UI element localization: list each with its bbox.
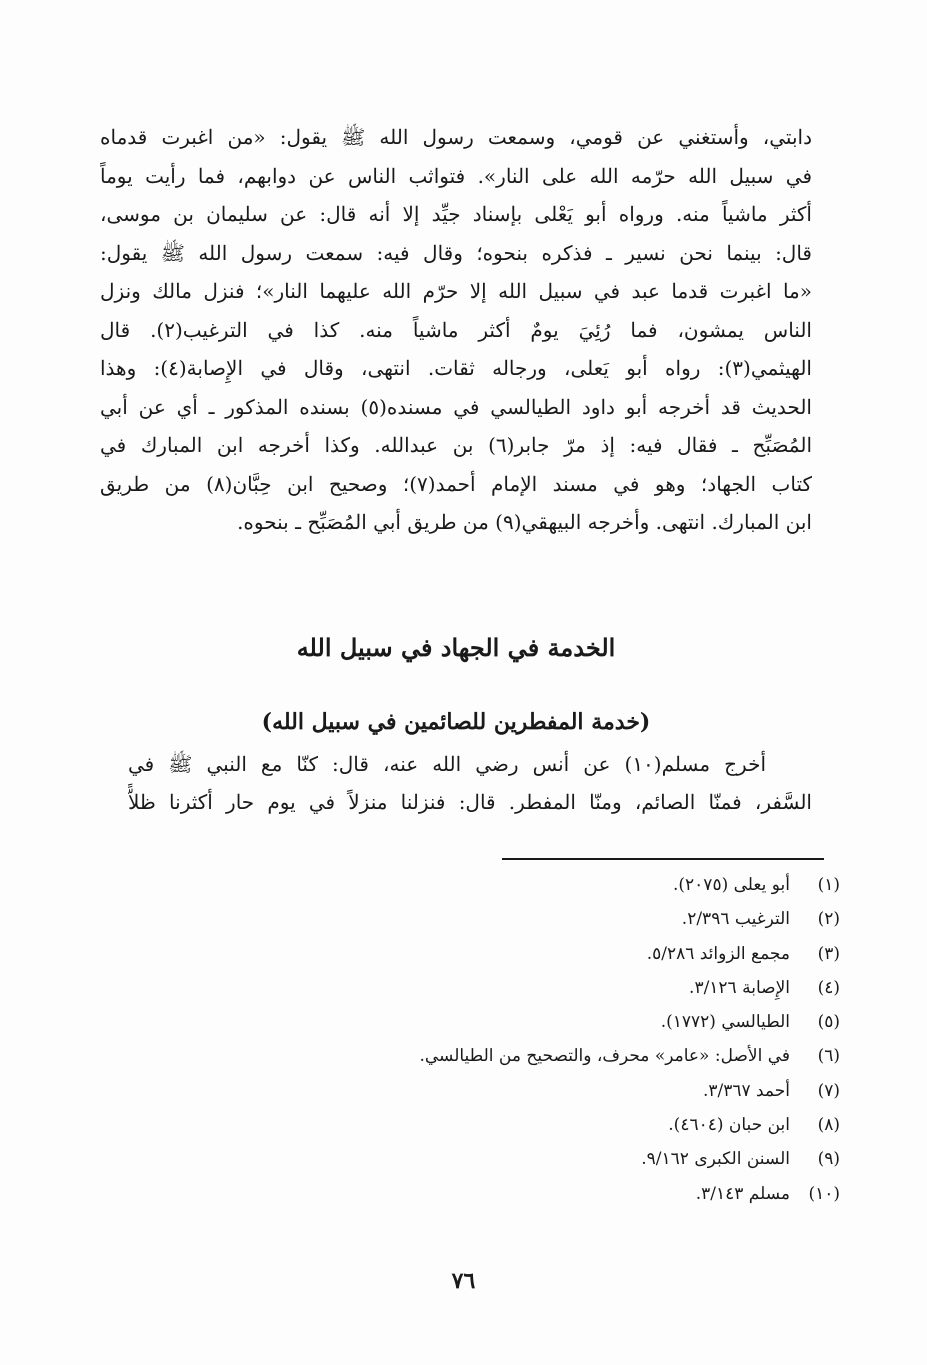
body-line: في سبيل الله حرّمه الله على النار». فتواثب الناس عن دوابهم، فما رأيت يوماً xyxy=(100,163,812,188)
footnote-number: (٣) xyxy=(817,943,840,964)
footnote-number: (٧) xyxy=(817,1080,840,1101)
footnote-number: (١٠) xyxy=(808,1183,840,1204)
footnote-number: (٨) xyxy=(817,1115,840,1136)
footnote-text: أبو يعلى (٢٠٧٥). xyxy=(673,875,790,895)
body-line: الحديث قد أخرجه أبو داود الطيالسي في مسنده(٥) بسنده المذكور ـ أي عن أبي xyxy=(100,394,812,419)
footnote-item xyxy=(300,1074,840,1108)
footnote-number: (٩) xyxy=(817,1149,840,1170)
footnotes-list xyxy=(300,868,840,1211)
body-line: «ما اغبرت قدما عبد في سبيل الله إلا حرّم الله عليهما النار»؛ فنزل مالك ونزل xyxy=(100,279,812,303)
body-line: الهيثمي(٣): رواه أبو يَعلى، ورجاله ثقات. انتهى، وقال في الإِصابة(٤): وهذا xyxy=(100,356,812,380)
body-line: المُصَبِّح ـ فقال فيه: إذ مرّ جابر(٦) بن عبدالله. وكذا أخرجه ابن المبارك في xyxy=(100,433,812,457)
footnote-text: ابن حبان (٤٦٠٤). xyxy=(668,1115,790,1136)
footnote-item xyxy=(300,1177,840,1211)
body-paragraph xyxy=(100,118,812,542)
footnote-item xyxy=(300,1142,840,1176)
footnote-text: الإِصابة ٣/١٢٦. xyxy=(689,977,790,998)
footnote-text: مجمع الزوائد ٥/٢٨٦. xyxy=(646,943,790,964)
body-line: كتاب الجهاد؛ وهو في مسند الإمام أحمد(٧)؛ وصحيح ابن حِبَّان(٨) من طريق xyxy=(100,471,812,496)
footnote-text: مسلم ٣/١٤٣. xyxy=(695,1183,790,1204)
footnote-number: (١) xyxy=(817,875,840,895)
footnote-number: (٦) xyxy=(817,1046,840,1067)
paragraph-line: أخرج مسلم(١٠) عن أنس رضي الله عنه، قال: كنّا مع النبي ﷺ في xyxy=(128,752,767,776)
body-line: الناس يمشون، فما رُئِيَ يومٌ أكثر ماشياً منه. كذا في الترغيب(٢). قال xyxy=(100,317,812,342)
footnote-item xyxy=(300,937,840,971)
footnote-text: السنن الكبرى ٩/١٦٢. xyxy=(641,1149,790,1170)
footnote-item xyxy=(300,1005,840,1039)
page-number: ٧٦ xyxy=(451,1268,476,1294)
footnote-number: (٤) xyxy=(817,977,840,998)
footnote-text: الترغيب ٢/٣٩٦. xyxy=(681,909,790,930)
section-heading: الخدمة في الجهاد في سبيل الله xyxy=(296,633,616,662)
footnote-item xyxy=(300,868,840,902)
footnote-item xyxy=(300,1108,840,1142)
body-line: ابن المبارك. انتهى. وأخرجه البيهقي(٩) من طريق أبي المُصَبِّح ـ بنحوه. xyxy=(237,510,812,534)
footnote-text: أحمد ٣/٣٦٧. xyxy=(702,1080,790,1101)
footnote-text: في الأصل: «عامر» محرف، والتصحيح من الطيالسي. xyxy=(419,1046,790,1067)
footnote-divider xyxy=(502,858,824,860)
body-line: دابتي، وأستغني عن قومي، وسمعت رسول الله ﷺ يقول: «من اغبرت قدماه xyxy=(100,125,812,149)
section-subheading: (خدمة المفطرين للصائمين في سبيل الله) xyxy=(261,709,651,735)
footnote-text: الطيالسي (١٧٧٢). xyxy=(660,1012,790,1033)
body-line: قال: بينما نحن نسير ـ فذكره بنحوه؛ وقال فيه: سمعت رسول الله ﷺ يقول: xyxy=(100,240,812,265)
footnote-number: (٥) xyxy=(817,1012,840,1033)
section-paragraph xyxy=(128,745,812,821)
body-line: أكثر ماشياً منه. ورواه أبو يَعْلى بإسناد جيِّد إلا أنه قال: عن سليمان بن موسى، xyxy=(100,202,812,226)
footnote-item xyxy=(300,902,840,936)
footnote-item xyxy=(300,971,840,1005)
footnote-number: (٢) xyxy=(817,909,840,930)
footnote-item xyxy=(300,1039,840,1073)
paragraph-line: السَّفر، فمنّا الصائم، ومنّا المفطر. قال: فنزلنا منزلاً في يوم حار أكثرنا ظلاًّ xyxy=(128,790,812,814)
